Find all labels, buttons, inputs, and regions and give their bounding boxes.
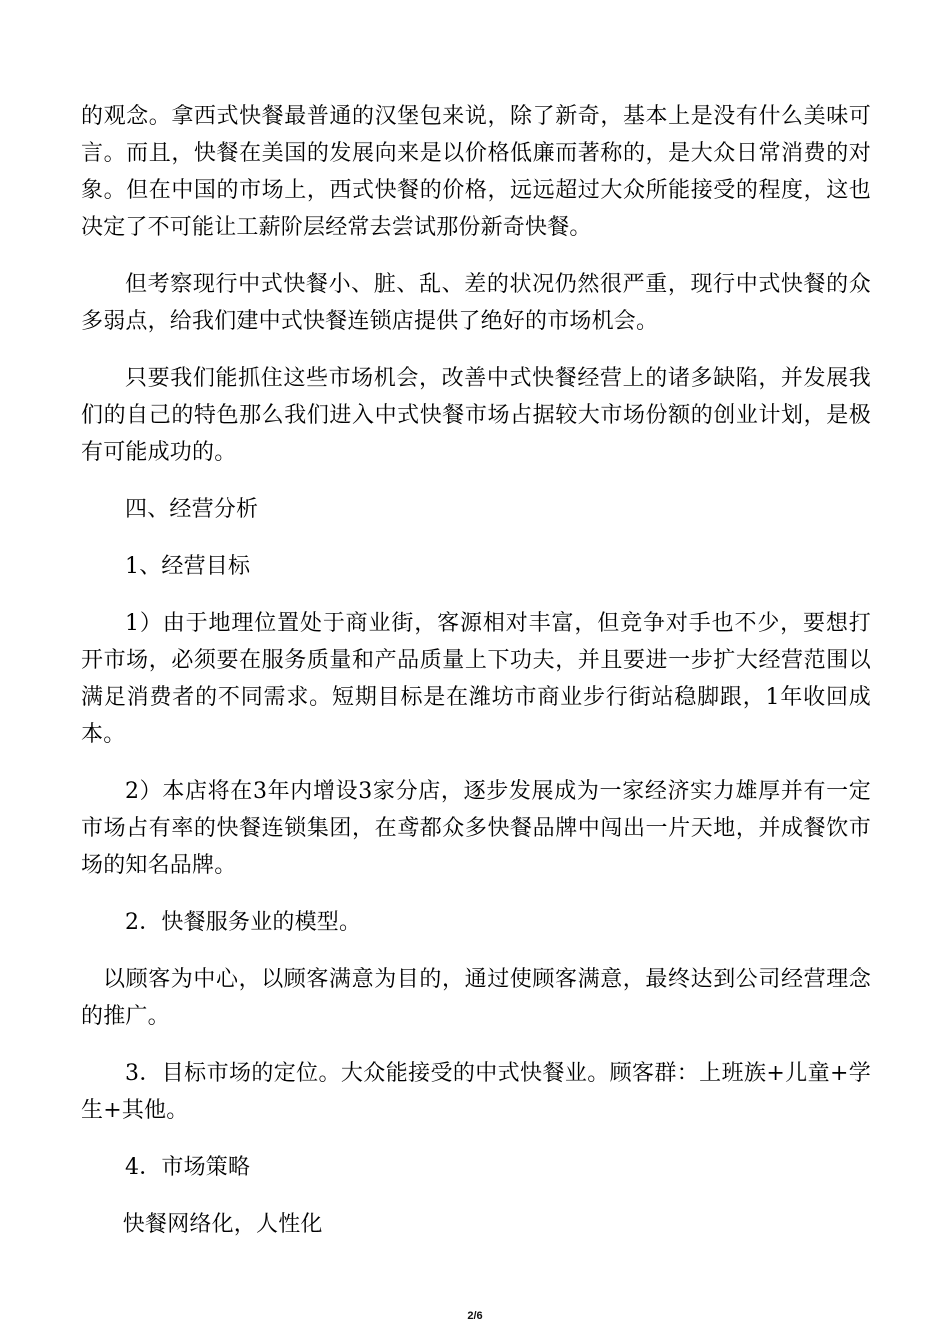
document-body (81, 98, 871, 1243)
paragraph-networked-humanized: 快餐网络化，人性化 (122, 1212, 323, 1237)
heading-service-model: 2．快餐服务业的模型。 (125, 910, 362, 935)
heading-business-goals: 1、经营目标 (125, 554, 251, 579)
paragraph-market-opportunity: 只要我们能抓住这些市场机会，改善中式快餐经营上的诸多缺陷，并发展我们的自己的特色那么我们进入中式快餐市场占据较大市场份额的创业计划，是极有可能成功的。 (81, 366, 871, 465)
page-number: 2/6 (467, 1310, 483, 1322)
heading-business-analysis: 四、经营分析 (125, 497, 259, 522)
paragraph-western-fastfood-concept: 的观念。拿西式快餐最普通的汉堡包来说，除了新奇，基本上是没有什么美味可言。而且，快餐在美国的发展向来是以价格低廉而著称的，是大众日常消费的对象。但在中国的市场上，西式快餐的价格，远远超过大众所能接受的程度，这也决定了不可能让工薪阶层经常去尝试那份新奇快餐。 (81, 104, 871, 240)
paragraph-long-term-goal: 2）本店将在3年内增设3家分店，逐步发展成为一家经济实力雄厚并有一定市场占有率的快餐连锁集团，在鸢都众多快餐品牌中闯出一片天地，并成餐饮市场的知名品牌。 (81, 779, 871, 878)
paragraph-target-market: 3．目标市场的定位。大众能接受的中式快餐业。顾客群：上班族+儿童+学生+其他。 (81, 1061, 871, 1123)
heading-market-strategy: 4．市场策略 (125, 1155, 251, 1180)
paragraph-customer-centric: 以顾客为中心，以顾客满意为目的，通过使顾客满意，最终达到公司经营理念的推广。 (81, 967, 871, 1029)
paragraph-chinese-fastfood-weakness: 但考察现行中式快餐小、脏、乱、差的状况仍然很严重，现行中式快餐的众多弱点，给我们建中式快餐连锁店提供了绝好的市场机会。 (81, 272, 871, 334)
paragraph-short-term-goal: 1）由于地理位置处于商业街，客源相对丰富，但竞争对手也不少，要想打开市场，必须要在服务质量和产品质量上下功夫，并且要进一步扩大经营范围以满足消费者的不同需求。短期目标是在潍坊市商业步行街站稳脚跟，1年收回成本。 (81, 611, 871, 747)
